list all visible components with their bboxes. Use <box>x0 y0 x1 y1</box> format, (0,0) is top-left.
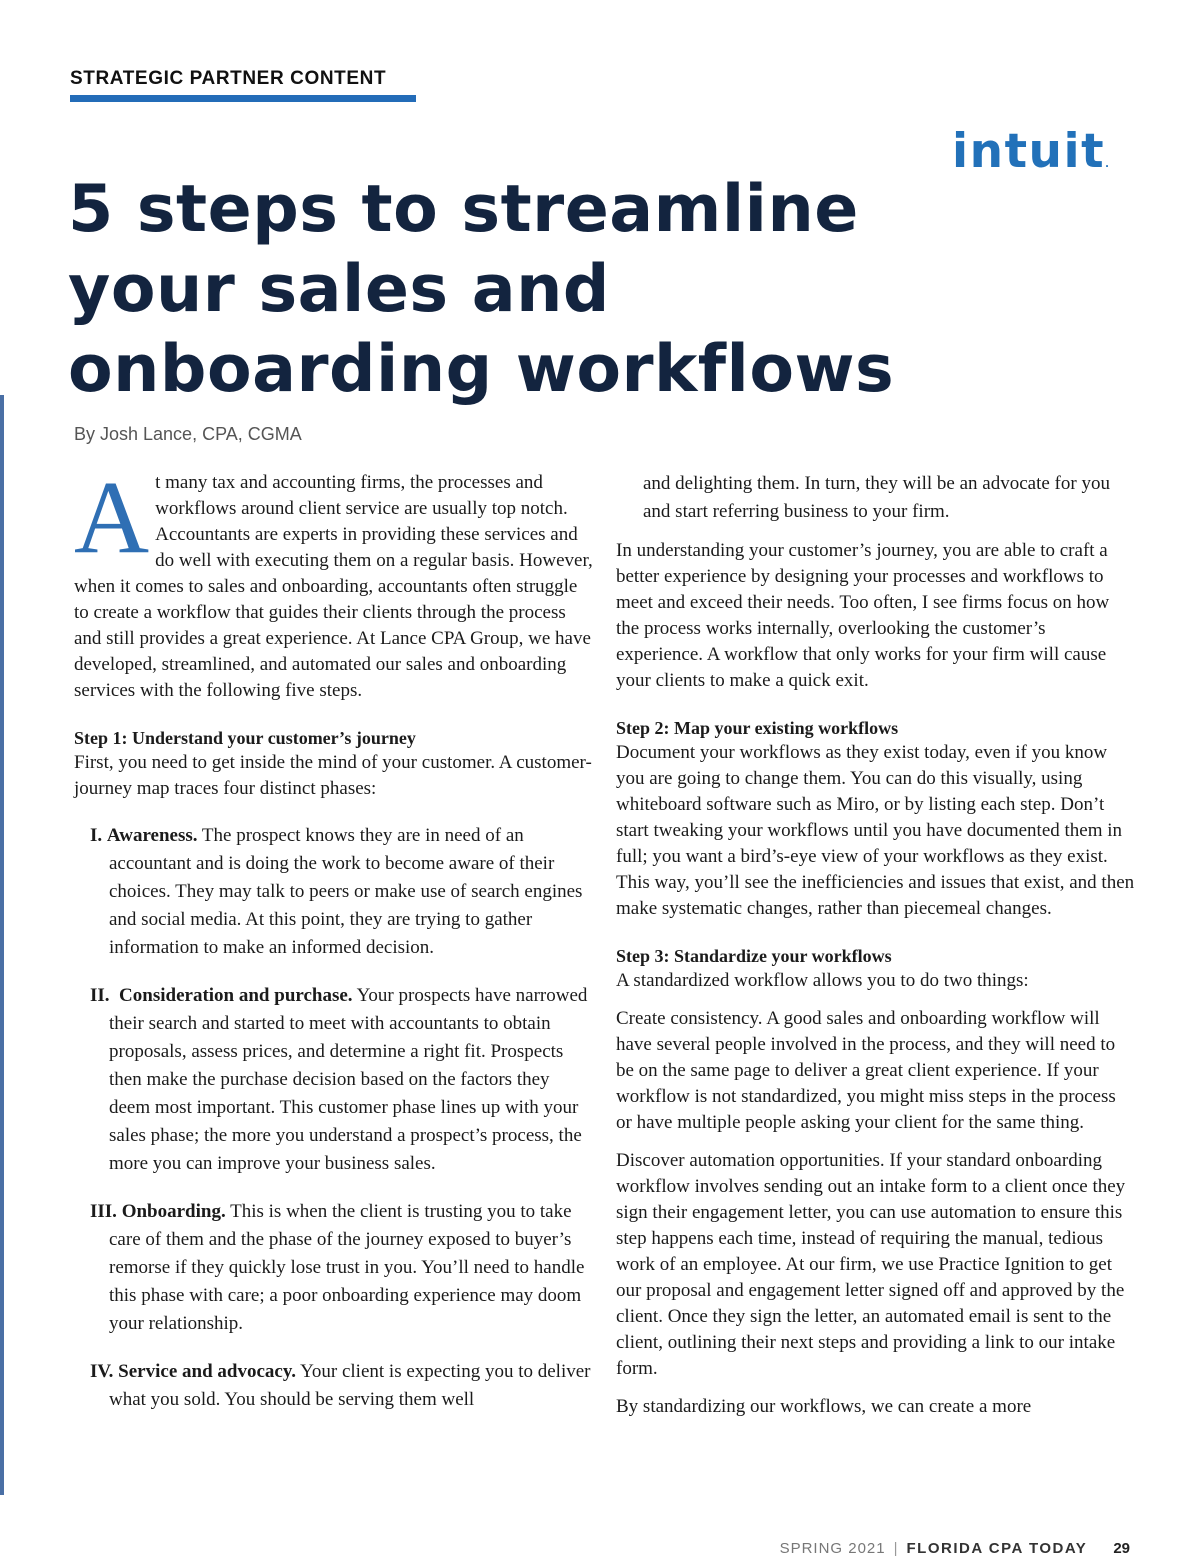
byline: By Josh Lance, CPA, CGMA <box>74 424 302 444</box>
phase-numeral: IV. <box>90 1361 114 1382</box>
step3-body: A standardized workflow allows you to do two things: <box>616 970 1029 991</box>
phase-name: Onboarding. <box>121 1201 226 1222</box>
phase-numeral: II. <box>90 985 110 1006</box>
kicker-underline <box>70 95 416 102</box>
step2-heading: Step 2: Map your existing workflows <box>616 718 899 738</box>
logo-text: intuit <box>952 124 1106 179</box>
step1-body: First, you need to get inside the mind of your customer. A customer-journey map traces four distinct phases: <box>74 752 592 799</box>
closing-paragraph: By standardizing our workflows, we can create a more <box>616 1396 1032 1417</box>
right-column <box>616 470 1136 1432</box>
step1-heading: Step 1: Understand your customer’s journey <box>74 728 416 748</box>
logo-mark: . <box>1105 159 1109 170</box>
phase-text: This is when the client is trusting you to take care of them and the phase of the journey exposed to buyer’s remorse if they quickly lose trust in you. You’ll need to handle this phase with care; a poor onboarding experience may doom your relationship. <box>109 1201 585 1334</box>
page-edge-bar <box>0 395 4 1495</box>
phase-text: The prospect knows they are in need of an accountant and is doing the work to become aware of their choices. They may talk to peers or make use of search engines and social media. At this point, they are trying to gather information to make an informed decision. <box>109 825 583 958</box>
phase-item <box>82 1358 594 1414</box>
consistency-paragraph: Create consistency. A good sales and onboarding workflow will have several people involved in the process, and they will need to be on the same page to deliver a great client experience. If your workflow is not standardized, you might miss steps in the process or have multiple people asking your client for the same thing. <box>616 1008 1116 1133</box>
phase4-continuation: and delighting them. In turn, they will be an advocate for you and start referring business to your firm. <box>643 473 1110 522</box>
drop-cap: A <box>74 460 150 575</box>
phase-name: Consideration and purchase. <box>119 985 353 1006</box>
step3-heading: Step 3: Standardize your workflows <box>616 946 892 966</box>
footer-separator: | <box>893 1540 899 1557</box>
page-number: 29 <box>1113 1540 1130 1557</box>
section-kicker: STRATEGIC PARTNER CONTENT <box>70 68 387 89</box>
journey-paragraph: In understanding your customer’s journey, you are able to craft a better experience by designing your processes and workflows to meet and exceed their needs. Too often, I see firms focus on how the process works internally, overlooking the customer’s experience. A workflow that only works for your firm will cause your clients to make a quick exit. <box>616 540 1110 691</box>
phase-item <box>82 822 594 962</box>
page-footer <box>780 1540 1130 1557</box>
phase-item <box>82 1198 594 1338</box>
article-title: 5 steps to streamline your sales and onboarding workflows <box>68 172 895 407</box>
phase-text: Your prospects have narrowed their search and started to meet with accountants to obtain proposals, assess prices, and determine a right fit. Prospects then make the purchase decision based on the factors they deem most important. This customer phase lines up with your sales phase; the more you understand a prospect’s process, the more you can improve your business sales. <box>109 985 588 1174</box>
phase-text: Your client is expecting you to deliver what you sold. You should be serving them well <box>109 1361 591 1410</box>
phase-name: Service and advocacy. <box>118 1361 297 1382</box>
phase-item <box>82 982 594 1178</box>
step2-body: Document your workflows as they exist today, even if you know you are going to change them. You can do this visually, using whiteboard software such as Miro, or by listing each step. Don’t start tweaking your workflows until you have documented them in full; you want a bird’s-eye view of your workflows as they exist. This way, you’ll see the inefficiencies and issues that exist, and then make systematic changes, rather than piecemeal changes. <box>616 742 1135 919</box>
phase-name: Awareness. <box>106 825 198 846</box>
phase-numeral: I. <box>90 825 103 846</box>
publication-name: FLORIDA CPA TODAY <box>906 1540 1088 1557</box>
intro-paragraph <box>74 460 594 704</box>
automation-paragraph: Discover automation opportunities. If your standard onboarding workflow involves sending out an intake form to a client once they sign their engagement letter, you can use automation to ensure this step happens each time, instead of requiring the manual, tedious work of an employee. At our firm, we use Practice Ignition to get our proposal and engagement letter signed off and approved by the client. Once they sign the letter, an automated email is sent to the client, outlining their next steps and providing a link to our intake form. <box>616 1150 1126 1379</box>
intro-text: t many tax and accounting firms, the processes and workflows around client service are usually top notch. Accountants are experts in providing these services and do well with executing them on a regular basis. However, when it comes to sales and onboarding, accountants often struggle to create a workflow that guides their clients through the process and still provides a great experience. At Lance CPA Group, we have developed, streamlined, and automated our sales and onboarding services with the following five steps. <box>74 472 593 701</box>
issue-date: SPRING 2021 <box>779 1540 886 1557</box>
intuit-logo <box>952 124 1109 179</box>
left-column <box>74 460 594 1414</box>
phase-numeral: III. <box>90 1201 117 1222</box>
